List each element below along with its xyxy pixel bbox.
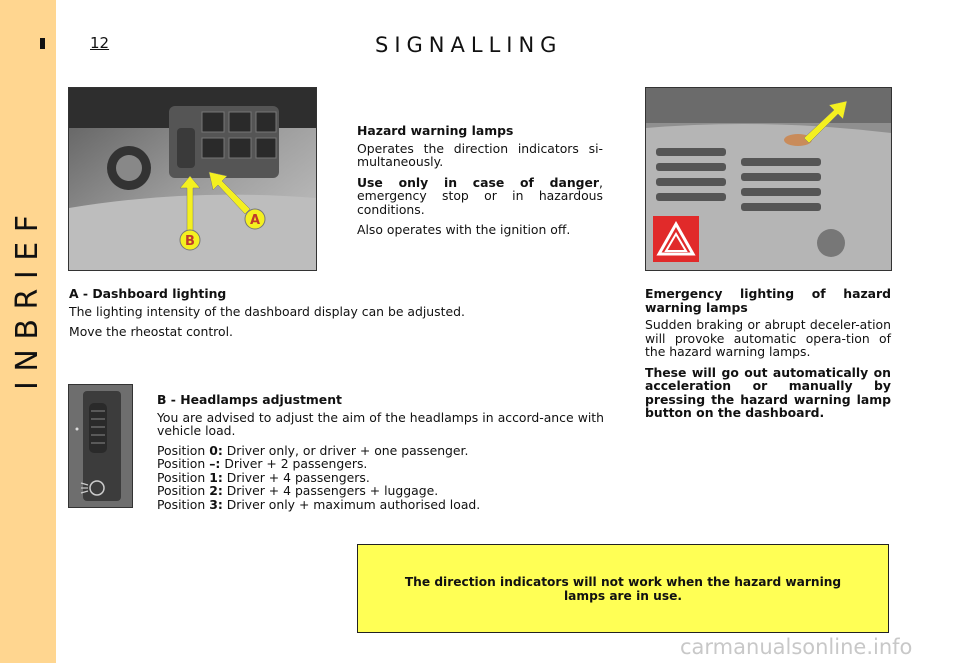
list-item: Position 2: Driver + 4 passengers + luggage.: [157, 483, 439, 498]
warning-box: [357, 544, 889, 633]
hazard-line-1: Operates the direction indicators si-multaneously.: [357, 140, 603, 169]
emergency-section: [645, 287, 891, 420]
emergency-bold-note: These will go out automatically on acceleration or manually by pressing the hazard warning lamp button on the dashboard.: [645, 364, 891, 420]
list-item: Position 1: Driver + 4 passengers.: [157, 469, 370, 485]
hazard-heading: Hazard warning lamps: [357, 123, 514, 138]
list-item: Position –: Driver + 2 passengers.: [157, 456, 368, 471]
hazard-section: [357, 124, 603, 237]
hazard-use-rest: , emergency stop or in hazardous conditions.: [357, 174, 603, 217]
dashboard-switch-photo: [68, 87, 317, 271]
list-item: Position 0: Driver only, or driver + one passenger.: [157, 442, 469, 458]
callout-b-label: B: [185, 234, 195, 249]
emergency-body: Sudden braking or abrupt deceler-ation will provoke automatic opera-tion of the hazard warning lamps.: [645, 317, 891, 359]
page-title: SIGNALLING: [375, 33, 563, 57]
dashboard-lighting-line-1: The lighting intensity of the dashboard display can be adjusted.: [69, 303, 465, 319]
dashboard-lighting-line-2: Move the rheostat control.: [69, 324, 233, 339]
position-list: [157, 444, 604, 512]
dashboard-lighting-section: [69, 287, 589, 339]
page-number: 12: [90, 34, 110, 52]
callout-a-label: A: [249, 213, 261, 228]
watermark: carmanualsonline.info: [680, 635, 913, 659]
headlamps-section: [157, 393, 604, 511]
hazard-use-note: [357, 176, 603, 217]
emergency-heading: Emergency lighting of hazard warning lamps: [645, 286, 891, 315]
hazard-use-bold: Use only in case of danger: [357, 174, 600, 190]
dashboard-lighting-heading: A - Dashboard lighting: [69, 286, 227, 301]
headlamps-heading: B - Headlamps adjustment: [157, 392, 342, 407]
section-marker: [40, 38, 45, 49]
warning-text: The direction indicators will not work when the hazard warning lamps are in use.: [404, 574, 842, 603]
section-label: I N B R I E F: [10, 215, 45, 390]
list-item: Position 3: Driver only + maximum authorised load.: [157, 496, 481, 512]
headlamps-intro: You are advised to adjust the aim of the headlamps in accord-ance with vehicle load.: [157, 409, 604, 438]
hazard-line-3: Also operates with the ignition off.: [357, 222, 571, 237]
headlamp-adjuster-photo: [68, 384, 133, 508]
sidebar: [0, 0, 56, 663]
hazard-button-photo: [645, 87, 892, 271]
